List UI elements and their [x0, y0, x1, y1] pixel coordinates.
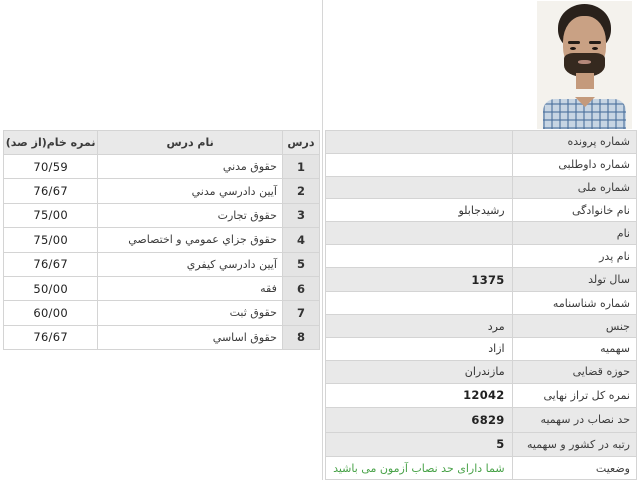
- score-row: [4, 203, 320, 227]
- score-row: [4, 228, 320, 252]
- info-value-cell: [326, 131, 513, 154]
- status-message-cell: شما دارای حد نصاب آزمون می باشید: [326, 457, 513, 480]
- info-row: [326, 222, 637, 245]
- info-value-cell: [326, 176, 513, 199]
- course-name-cell: فقه: [98, 276, 283, 300]
- course-index-cell: 7: [282, 301, 319, 325]
- info-label-cell: شماره داوطلبی: [512, 153, 636, 176]
- info-value-cell: [326, 153, 513, 176]
- score-row: [4, 325, 320, 349]
- info-value-cell: 5: [326, 432, 513, 456]
- course-index-cell: 4: [282, 228, 319, 252]
- info-row: [326, 292, 637, 315]
- course-score-cell: 76/67: [4, 179, 98, 203]
- course-index-cell: 2: [282, 179, 319, 203]
- info-row: [326, 199, 637, 222]
- info-label-cell: نمره کل تراز نهایی: [512, 383, 636, 407]
- info-value-cell: [326, 222, 513, 245]
- course-index-cell: 5: [282, 252, 319, 276]
- scores-table: [3, 130, 320, 350]
- info-row: [326, 432, 637, 456]
- info-row: [326, 267, 637, 291]
- course-score-cell: 70/59: [4, 155, 98, 179]
- info-row: [326, 153, 637, 176]
- info-row: [326, 131, 637, 154]
- applicant-photo: [537, 1, 632, 129]
- info-label-cell: شماره ملی: [512, 176, 636, 199]
- info-label-cell: حوزه قضایی: [512, 360, 636, 383]
- info-label-cell: سهمیه: [512, 338, 636, 361]
- course-score-cell: 50/00: [4, 276, 98, 300]
- score-row: [4, 155, 320, 179]
- info-table: [325, 130, 637, 480]
- panel-divider: [322, 0, 323, 480]
- info-label-cell: نام: [512, 222, 636, 245]
- photo-neck: [576, 73, 594, 89]
- info-row: [326, 360, 637, 383]
- scores-header-course: نام درس: [98, 131, 283, 155]
- info-value-cell: [326, 245, 513, 268]
- info-label-cell: شماره پرونده: [512, 131, 636, 154]
- score-row: [4, 179, 320, 203]
- scores-header-score: نمره خام(از صد): [4, 131, 98, 155]
- info-label-cell: رتبه در کشور و سهمیه: [512, 432, 636, 456]
- course-score-cell: 60/00: [4, 301, 98, 325]
- course-name-cell: حقوق جزاي عمومي و اختصاصي: [98, 228, 283, 252]
- photo-eye: [570, 47, 576, 50]
- photo-eyebrow: [589, 41, 601, 44]
- course-index-cell: 6: [282, 276, 319, 300]
- info-row: [326, 245, 637, 268]
- course-index-cell: 8: [282, 325, 319, 349]
- info-row: [326, 338, 637, 361]
- course-score-cell: 76/67: [4, 252, 98, 276]
- scores-header-row: [4, 131, 320, 155]
- course-name-cell: آيين دادرسي كيفري: [98, 252, 283, 276]
- photo-eyebrow: [568, 41, 580, 44]
- info-value-cell: 1375: [326, 267, 513, 291]
- info-label-cell: سال تولد: [512, 267, 636, 291]
- course-name-cell: حقوق تجارت: [98, 203, 283, 227]
- info-label-cell: نام پدر: [512, 245, 636, 268]
- info-row: [326, 383, 637, 407]
- score-row: [4, 301, 320, 325]
- info-label-cell: نام خانوادگی: [512, 199, 636, 222]
- info-value-cell: 6829: [326, 408, 513, 432]
- info-row: [326, 315, 637, 338]
- photo-mouth: [578, 60, 591, 64]
- score-row: [4, 276, 320, 300]
- course-score-cell: 75/00: [4, 228, 98, 252]
- info-label-cell: وضعیت: [512, 457, 636, 480]
- photo-eye: [592, 47, 598, 50]
- info-label-cell: حد نصاب در سهمیه: [512, 408, 636, 432]
- info-label-cell: شماره شناسنامه: [512, 292, 636, 315]
- info-label-cell: جنس: [512, 315, 636, 338]
- info-value-cell: [326, 292, 513, 315]
- course-name-cell: حقوق اساسي: [98, 325, 283, 349]
- info-row: [326, 408, 637, 432]
- score-row: [4, 252, 320, 276]
- course-index-cell: 1: [282, 155, 319, 179]
- info-value-cell: رشیدجابلو: [326, 199, 513, 222]
- course-name-cell: حقوق ثبت: [98, 301, 283, 325]
- info-row: [326, 457, 637, 480]
- course-name-cell: حقوق مدني: [98, 155, 283, 179]
- info-value-cell: مرد: [326, 315, 513, 338]
- info-value-cell: مازندران: [326, 360, 513, 383]
- course-name-cell: آيين دادرسي مدني: [98, 179, 283, 203]
- course-score-cell: 76/67: [4, 325, 98, 349]
- scores-header-index: درس: [282, 131, 319, 155]
- info-value-cell: 12042: [326, 383, 513, 407]
- info-row: [326, 176, 637, 199]
- course-index-cell: 3: [282, 203, 319, 227]
- info-value-cell: ازاد: [326, 338, 513, 361]
- course-score-cell: 75/00: [4, 203, 98, 227]
